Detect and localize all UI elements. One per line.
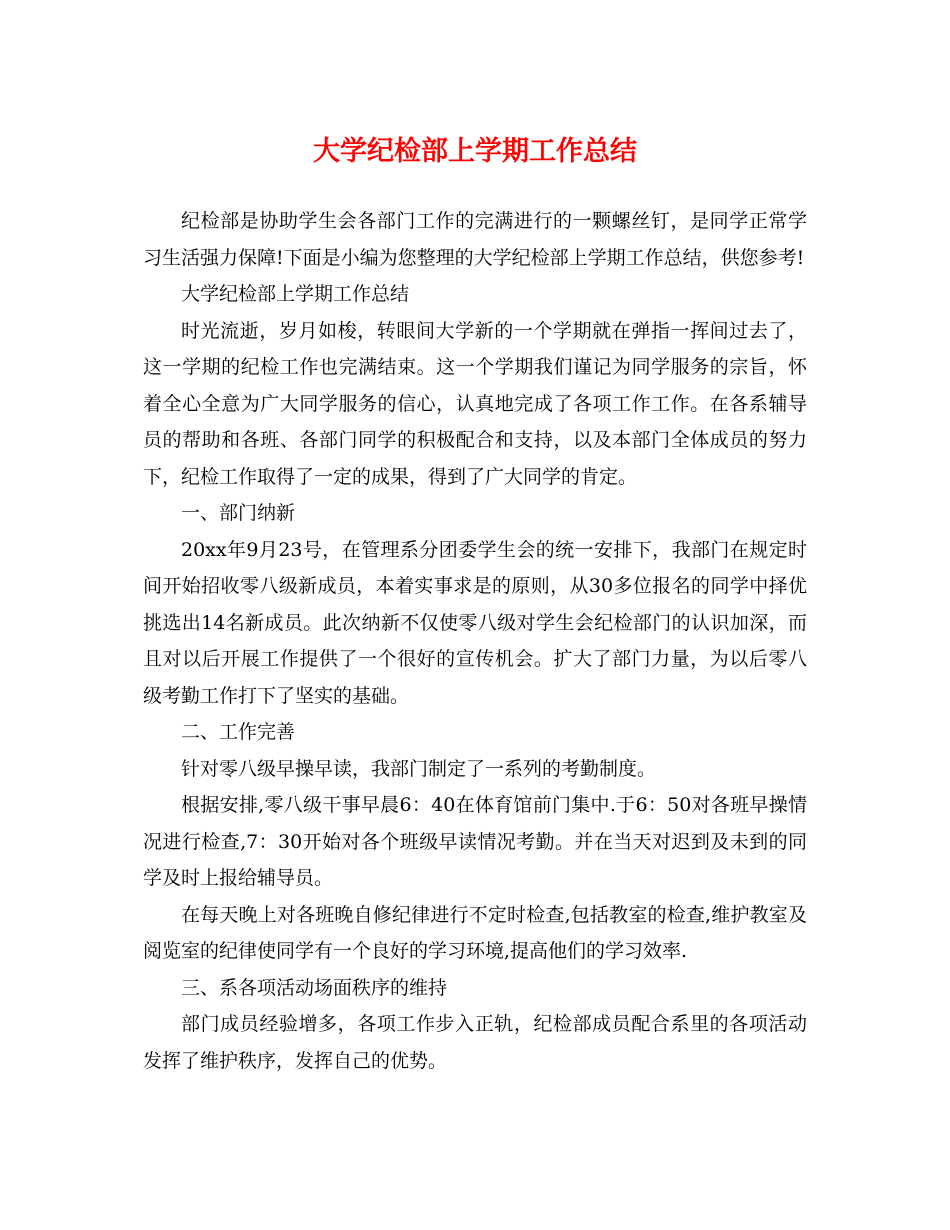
document-body [143,203,807,1079]
section-heading-improvement: 二、工作完善 [181,721,296,743]
paragraph-subtitle: 大学纪检部上学期工作总结 [181,283,410,305]
paragraph-intro: 纪检部是协助学生会各部门工作的完满进行的一颗螺丝钉，是同学正常学习生活强力保障!下面是小编为您整理的大学纪检部上学期工作总结，供您参考! [143,210,807,269]
paragraph-morning-schedule: 根据安排,零八级干事早晨6：40在体育馆前门集中.于6：50对各班早操情况进行检查,7：30开始对各个班级早读情况考勤。并在当天对迟到及未到的同学及时上报给辅导员。 [143,794,807,889]
paragraph-evening-checks: 在每天晚上对各班晚自修纪律进行不定时检查,包括教室的检查,维护教室及阅览室的纪律使同学有一个良好的学习环境,提高他们的学习效率. [143,903,807,962]
paragraph-activities: 部门成员经验增多，各项工作步入正轨，纪检部成员配合系里的各项活动发挥了维护秩序，发挥自己的优势。 [143,1013,807,1072]
document-title: 大学纪检部上学期工作总结 [313,136,637,167]
paragraph-overview: 时光流逝，岁月如梭，转眼间大学新的一个学期就在弹指一挥间过去了，这一学期的纪检工作也完满结束。这一个学期我们谨记为同学服务的宗旨，怀着全心全意为广大同学服务的信心，认真地完成了各项工作工作。在各系辅导员的帮助和各班、各部门同学的积极配合和支持，以及本部门全体成员的努力下，纪检工作取得了一定的成果，得到了广大同学的肯定。 [143,319,807,488]
paragraph-recruitment: 20xx年9月23号，在管理系分团委学生会的统一安排下，我部门在规定时间开始招收零八级新成员，本着实事求是的原则，从30多位报名的同学中择优挑选出14名新成员。此次纳新不仅使零八级对学生会纪检部门的认识加深，而且对以后开展工作提供了一个很好的宣传机会。扩大了部门力量，为以后零八级考勤工作打下了坚实的基础。 [143,538,807,707]
section-heading-activities: 三、系各项活动场面秩序的维持 [181,976,448,999]
paragraph-attendance-system: 针对零八级早操早读，我部门制定了一系列的考勤制度。 [181,757,657,780]
section-heading-recruitment: 一、部门纳新 [181,502,296,524]
